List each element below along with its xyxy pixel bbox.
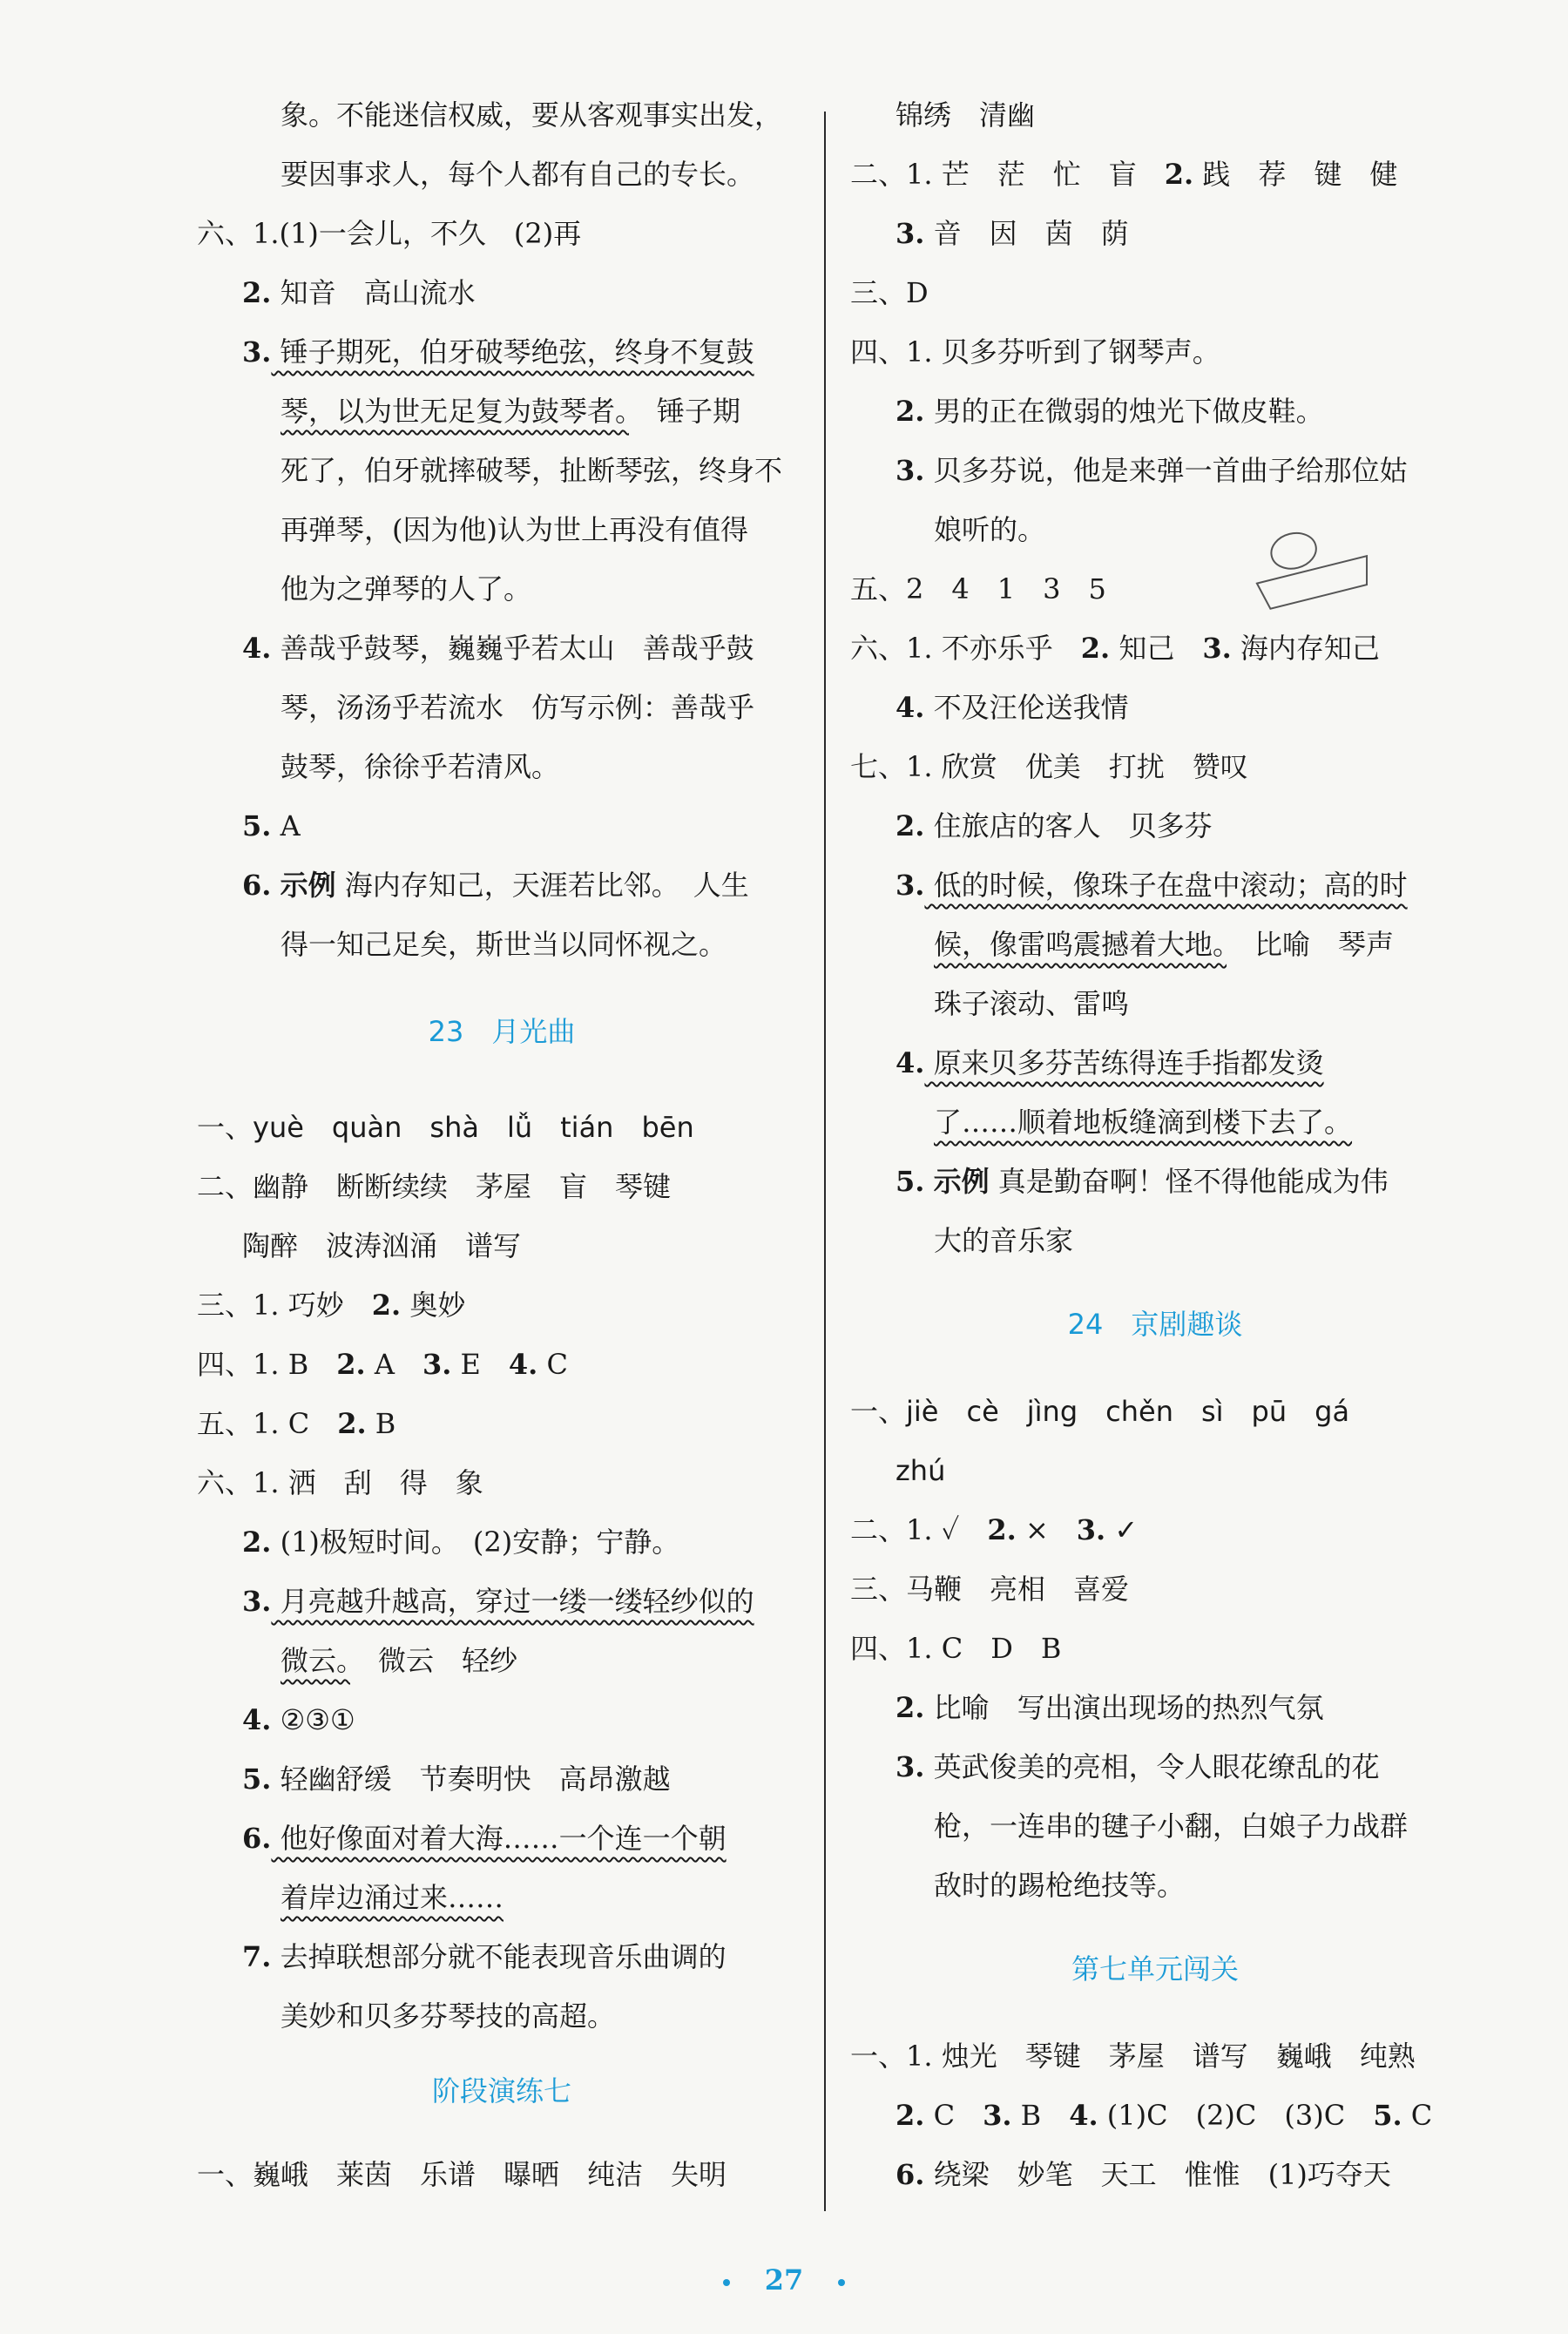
answer-line bbox=[896, 1748, 1380, 1786]
answer-text: 再弹琴，(因为他)认为世上再没有值得 bbox=[280, 513, 748, 546]
answer-text: 三、马鞭 亮相 喜爱 bbox=[850, 1573, 1130, 1606]
answer-text: 示例 bbox=[280, 869, 336, 902]
answer-text: 2. bbox=[987, 1513, 1017, 1546]
answer-text: 轻幽舒缓 节奏明快 高昂激越 bbox=[271, 1762, 671, 1796]
answer-text: 5. bbox=[242, 1762, 272, 1796]
answer-text: 五、1. bbox=[197, 1407, 280, 1440]
answer-text: 琴，以为世无足复为鼓琴者。 bbox=[280, 395, 630, 428]
answer-text: 他好像面对着大海……一个连一个朝 bbox=[271, 1822, 727, 1855]
page-number-text: 27 bbox=[764, 2263, 804, 2297]
answer-text: 奥妙 bbox=[401, 1289, 466, 1322]
answer-text: 了……顺着地板缝滴到楼下去了。 bbox=[934, 1106, 1353, 1139]
answer-text: 锤子期死，伯牙破琴绝弦，终身不复鼓 bbox=[271, 335, 754, 369]
answer-line bbox=[850, 1629, 1061, 1668]
answer-text: 2. bbox=[1164, 158, 1194, 191]
answer-line bbox=[280, 1997, 615, 2035]
answer-line bbox=[850, 155, 1397, 193]
answer-line bbox=[280, 1641, 517, 1680]
answer-line bbox=[934, 1103, 1352, 1141]
answer-text: E bbox=[451, 1348, 509, 1381]
answer-text: 3. bbox=[1076, 1513, 1106, 1546]
answer-text: 2. bbox=[336, 1348, 366, 1381]
answer-text: 六、1. bbox=[197, 1466, 280, 1499]
answer-text: 6. bbox=[242, 869, 272, 902]
answer-text: 3. bbox=[242, 335, 272, 369]
answer-text: 海内存知己 bbox=[1231, 632, 1380, 665]
answer-text: B bbox=[366, 1407, 396, 1440]
answer-text: 5. bbox=[242, 809, 272, 842]
answer-text: 六、1. bbox=[197, 217, 280, 250]
answer-text: 低的时候，像珠子在盘中滚动；高的时 bbox=[924, 869, 1408, 902]
answer-line bbox=[934, 511, 1045, 549]
answer-text: 善哉乎鼓琴，巍巍乎若太山 善哉乎鼓 bbox=[271, 632, 754, 665]
answer-line bbox=[280, 688, 754, 727]
section-heading: 第七单元闯关 bbox=[1071, 1952, 1239, 1986]
answer-line bbox=[896, 1044, 1324, 1082]
column-divider bbox=[824, 112, 826, 2211]
answer-text: 敌时的踢枪绝技等。 bbox=[934, 1869, 1186, 1902]
answer-text: 象。不能迷信权威，要从客观事实出发， bbox=[280, 98, 783, 132]
answer-line bbox=[850, 570, 1106, 608]
answer-text: 大的音乐家 bbox=[934, 1224, 1074, 1257]
answer-text: 真是勤奋啊！怪不得他能成为伟 bbox=[989, 1165, 1389, 1198]
answer-text: 7. bbox=[242, 1940, 272, 1973]
answer-line bbox=[197, 214, 581, 253]
answer-text: 4. bbox=[242, 632, 272, 665]
answer-text: C bbox=[924, 2099, 983, 2132]
answer-line bbox=[197, 2155, 727, 2194]
answer-text: 3. bbox=[896, 1750, 925, 1783]
answer-text: 二、1. bbox=[850, 1513, 933, 1546]
answer-text: 2. bbox=[896, 809, 925, 842]
answer-text: 2. bbox=[896, 2099, 925, 2132]
answer-text: 陶醉 波涛汹涌 谱写 bbox=[242, 1229, 522, 1262]
answer-line bbox=[896, 1162, 1389, 1201]
answer-text: 4. bbox=[896, 1046, 925, 1079]
answer-line bbox=[850, 1570, 1129, 1608]
answer-line bbox=[280, 1878, 504, 1917]
answer-text: 去掉联想部分就不能表现音乐曲调的 bbox=[271, 1940, 727, 1973]
answer-text: 不亦乐乎 bbox=[932, 632, 1081, 665]
answer-text: 枪，一连串的毽子小翻，白娘子力战群 bbox=[934, 1810, 1409, 1843]
answer-line bbox=[242, 866, 749, 904]
answer-text: 比喻 琴声 bbox=[1227, 928, 1395, 961]
answer-line bbox=[934, 984, 1129, 1023]
answer-line bbox=[197, 1464, 483, 1502]
answer-text: 示例 bbox=[933, 1165, 990, 1198]
page-number bbox=[0, 2263, 1568, 2297]
answer-text: 他为之弹琴的人了。 bbox=[280, 572, 532, 605]
answer-line bbox=[280, 392, 740, 430]
answer-line bbox=[197, 1404, 395, 1443]
answer-line bbox=[934, 1221, 1073, 1260]
answer-text: ✓ bbox=[1105, 1513, 1139, 1546]
answer-line bbox=[896, 866, 1408, 904]
answer-line bbox=[242, 1582, 754, 1620]
answer-text: 要因事求人，每个人都有自己的专长。 bbox=[280, 158, 755, 191]
answer-text: 2. bbox=[896, 395, 925, 428]
answer-text: 芒 茫 忙 盲 bbox=[932, 158, 1165, 191]
answer-text: 5. bbox=[1373, 2099, 1402, 2132]
answer-line bbox=[242, 274, 476, 312]
answer-text: 珠子滚动、雷鸣 bbox=[934, 987, 1130, 1020]
answer-line bbox=[934, 925, 1394, 964]
answer-line bbox=[242, 807, 301, 845]
answer-text: 4. bbox=[242, 1703, 272, 1736]
answer-text: 音 因 茵 荫 bbox=[924, 217, 1129, 250]
answer-text: 4. bbox=[896, 691, 925, 724]
answer-line bbox=[896, 807, 1213, 845]
answer-text: 琴，汤汤乎若流水 仿写示例：善哉乎 bbox=[280, 691, 755, 724]
answer-line bbox=[896, 214, 1129, 253]
answer-text: 知己 bbox=[1110, 632, 1203, 665]
answer-line bbox=[242, 629, 754, 667]
answer-text: B bbox=[1011, 2099, 1070, 2132]
answer-text: 洒 刮 得 象 bbox=[279, 1466, 483, 1499]
answer-text: 6. bbox=[242, 1822, 272, 1855]
answer-line bbox=[896, 2155, 1391, 2194]
answer-line bbox=[280, 570, 531, 608]
answer-text: 男的正在微弱的烛光下做皮鞋。 bbox=[924, 395, 1324, 428]
answer-text: 海内存知己，天涯若比邻。 人生 bbox=[335, 869, 749, 902]
answer-text: B bbox=[279, 1348, 337, 1381]
answer-text: 着岸边涌过来…… bbox=[280, 1881, 504, 1914]
answer-text: × bbox=[1016, 1513, 1077, 1546]
answer-line bbox=[850, 333, 1220, 371]
answer-text: 二、1. bbox=[850, 158, 933, 191]
answer-line bbox=[197, 1167, 671, 1206]
answer-text: 五、2 4 1 3 5 bbox=[850, 572, 1106, 605]
answer-text: 2. bbox=[1080, 632, 1111, 665]
answer-text: 6. bbox=[896, 2158, 925, 2191]
answer-text: 一、jiè cè jìng chěn sì pū gá bbox=[850, 1395, 1350, 1428]
answer-text: 娘听的。 bbox=[934, 513, 1046, 546]
dot-icon bbox=[723, 2279, 730, 2286]
answer-line bbox=[850, 1511, 1138, 1549]
answer-line bbox=[896, 96, 1035, 134]
answer-line bbox=[896, 2096, 1432, 2134]
answer-text: 知音 高山流水 bbox=[271, 276, 476, 309]
answer-text: ✓ bbox=[932, 1513, 988, 1546]
answer-text: 六、1. bbox=[850, 632, 933, 665]
answer-text: C bbox=[537, 1348, 568, 1381]
answer-text: 2. bbox=[371, 1289, 402, 1322]
answer-text: 3. bbox=[983, 2099, 1012, 2132]
answer-text: 践 荐 键 健 bbox=[1193, 158, 1398, 191]
answer-text: 二、幽静 断断续续 茅屋 盲 琴键 bbox=[197, 1170, 672, 1203]
answer-text: 绕梁 妙笔 天工 惟惟 (1)巧夺天 bbox=[924, 2158, 1391, 2191]
answer-text: 贝多芬说，他是来弹一首曲子给那位姑 bbox=[924, 454, 1408, 487]
answer-text: C bbox=[1402, 2099, 1433, 2132]
section-heading: 23 月光曲 bbox=[428, 1015, 576, 1048]
answer-line bbox=[280, 748, 559, 786]
answer-text: 2. bbox=[242, 276, 272, 309]
answer-text: 住旅店的客人 贝多芬 bbox=[924, 809, 1213, 842]
answer-text: 四、1. bbox=[850, 335, 933, 369]
answer-line bbox=[850, 1392, 1349, 1431]
answer-text: 5. bbox=[896, 1165, 925, 1198]
answer-text: 三、D bbox=[850, 276, 929, 309]
answer-text: 3. bbox=[896, 217, 925, 250]
answer-line bbox=[896, 1688, 1324, 1727]
answer-text: 四、1. bbox=[850, 1632, 933, 1665]
answer-text: 3. bbox=[242, 1585, 272, 1618]
answer-line bbox=[896, 1451, 945, 1490]
answer-line bbox=[896, 688, 1129, 727]
answer-text: 贝多芬听到了钢琴声。 bbox=[932, 335, 1220, 369]
answer-line bbox=[280, 925, 727, 964]
answer-line bbox=[850, 274, 929, 312]
answer-line bbox=[280, 451, 782, 490]
answer-line bbox=[242, 333, 754, 371]
answer-text: 得一知己足矣，斯世当以同怀视之。 bbox=[280, 928, 727, 961]
answer-text: 4. bbox=[1069, 2099, 1098, 2132]
answer-text: 欣赏 优美 打扰 赞叹 bbox=[932, 750, 1248, 783]
answer-text: 四、1. bbox=[197, 1348, 280, 1381]
answer-line bbox=[197, 1286, 465, 1324]
answer-text: 一、巍峨 莱茵 乐谱 曝晒 纯洁 失明 bbox=[197, 2158, 727, 2191]
answer-line bbox=[242, 1938, 727, 1976]
answer-text: C bbox=[279, 1407, 338, 1440]
answer-text: 鼓琴，徐徐乎若清风。 bbox=[280, 750, 560, 783]
answer-line bbox=[850, 748, 1248, 786]
answer-line bbox=[896, 451, 1408, 490]
answer-text: C D B bbox=[932, 1632, 1062, 1665]
answer-line bbox=[850, 629, 1380, 667]
answer-text: 3. bbox=[896, 454, 925, 487]
answer-text: 一、1. bbox=[850, 2040, 933, 2073]
answer-text: 不及汪伦送我情 bbox=[924, 691, 1129, 724]
answer-text: 4. bbox=[508, 1348, 538, 1381]
answer-text: 锤子期 bbox=[629, 395, 741, 428]
answer-line bbox=[242, 1760, 671, 1798]
answer-line bbox=[280, 511, 748, 549]
answer-text: 巧妙 bbox=[279, 1289, 372, 1322]
answer-text: 月亮越升越高，穿过一缕一缕轻纱似的 bbox=[271, 1585, 754, 1618]
answer-text: A bbox=[365, 1348, 422, 1381]
answer-text: 2. bbox=[337, 1407, 367, 1440]
answer-line bbox=[242, 1227, 521, 1265]
dot-icon bbox=[838, 2279, 845, 2286]
answer-text: 3. bbox=[1202, 632, 1232, 665]
answer-line bbox=[242, 1701, 355, 1739]
answer-text: 锦绣 清幽 bbox=[896, 98, 1036, 132]
answer-text: 美妙和贝多芬琴技的高超。 bbox=[280, 1999, 616, 2033]
section-heading: 24 京剧趣谈 bbox=[1067, 1308, 1243, 1341]
answer-line bbox=[934, 1866, 1185, 1904]
answer-line bbox=[280, 155, 754, 193]
answer-text: 3. bbox=[422, 1348, 452, 1381]
section-heading: 阶段演练七 bbox=[431, 2074, 571, 2107]
answer-line bbox=[934, 1807, 1408, 1845]
answer-text: 2. bbox=[896, 1691, 925, 1724]
answer-text: 原来贝多芬苦练得连手指都发烫 bbox=[924, 1046, 1324, 1079]
answer-line bbox=[896, 392, 1324, 430]
answer-text: 2. bbox=[242, 1526, 272, 1559]
answer-text: 死了，伯牙就摔破琴，扯断琴弦，终身不 bbox=[280, 454, 783, 487]
answer-text: 三、1. bbox=[197, 1289, 280, 1322]
answer-text: 微云。 bbox=[280, 1644, 351, 1677]
answer-line bbox=[280, 96, 782, 134]
answer-line bbox=[242, 1819, 727, 1857]
answer-line bbox=[850, 2037, 1416, 2075]
answer-line bbox=[197, 1108, 694, 1147]
answer-text: 3. bbox=[896, 869, 925, 902]
answer-text: 候，像雷鸣震撼着大地。 bbox=[934, 928, 1227, 961]
answer-text: (1)极短时间。 (2)安静；宁静。 bbox=[271, 1526, 680, 1559]
answer-line bbox=[242, 1523, 679, 1561]
answer-text: zhú bbox=[896, 1454, 946, 1487]
answer-text bbox=[271, 869, 280, 902]
answer-text: A bbox=[271, 809, 301, 842]
answer-text: 一、yuè quàn shà lǚ tián bēn bbox=[197, 1111, 694, 1144]
answer-text: 七、1. bbox=[850, 750, 933, 783]
answer-text: 微云 轻纱 bbox=[350, 1644, 518, 1677]
answer-text: 比喻 写出演出现场的热烈气氛 bbox=[924, 1691, 1324, 1724]
answer-text: 烛光 琴键 茅屋 谱写 巍峨 纯熟 bbox=[932, 2040, 1416, 2073]
answer-text: (1)C (2)C (3)C bbox=[1098, 2099, 1374, 2132]
answer-text: (1)一会儿，不久 (2)再 bbox=[279, 217, 582, 250]
answer-text: ②③① bbox=[271, 1703, 355, 1736]
stamp-icon bbox=[1246, 514, 1376, 619]
answer-line bbox=[197, 1345, 568, 1383]
answer-text: 英武俊美的亮相，令人眼花缭乱的花 bbox=[924, 1750, 1380, 1783]
answer-text bbox=[924, 1165, 933, 1198]
